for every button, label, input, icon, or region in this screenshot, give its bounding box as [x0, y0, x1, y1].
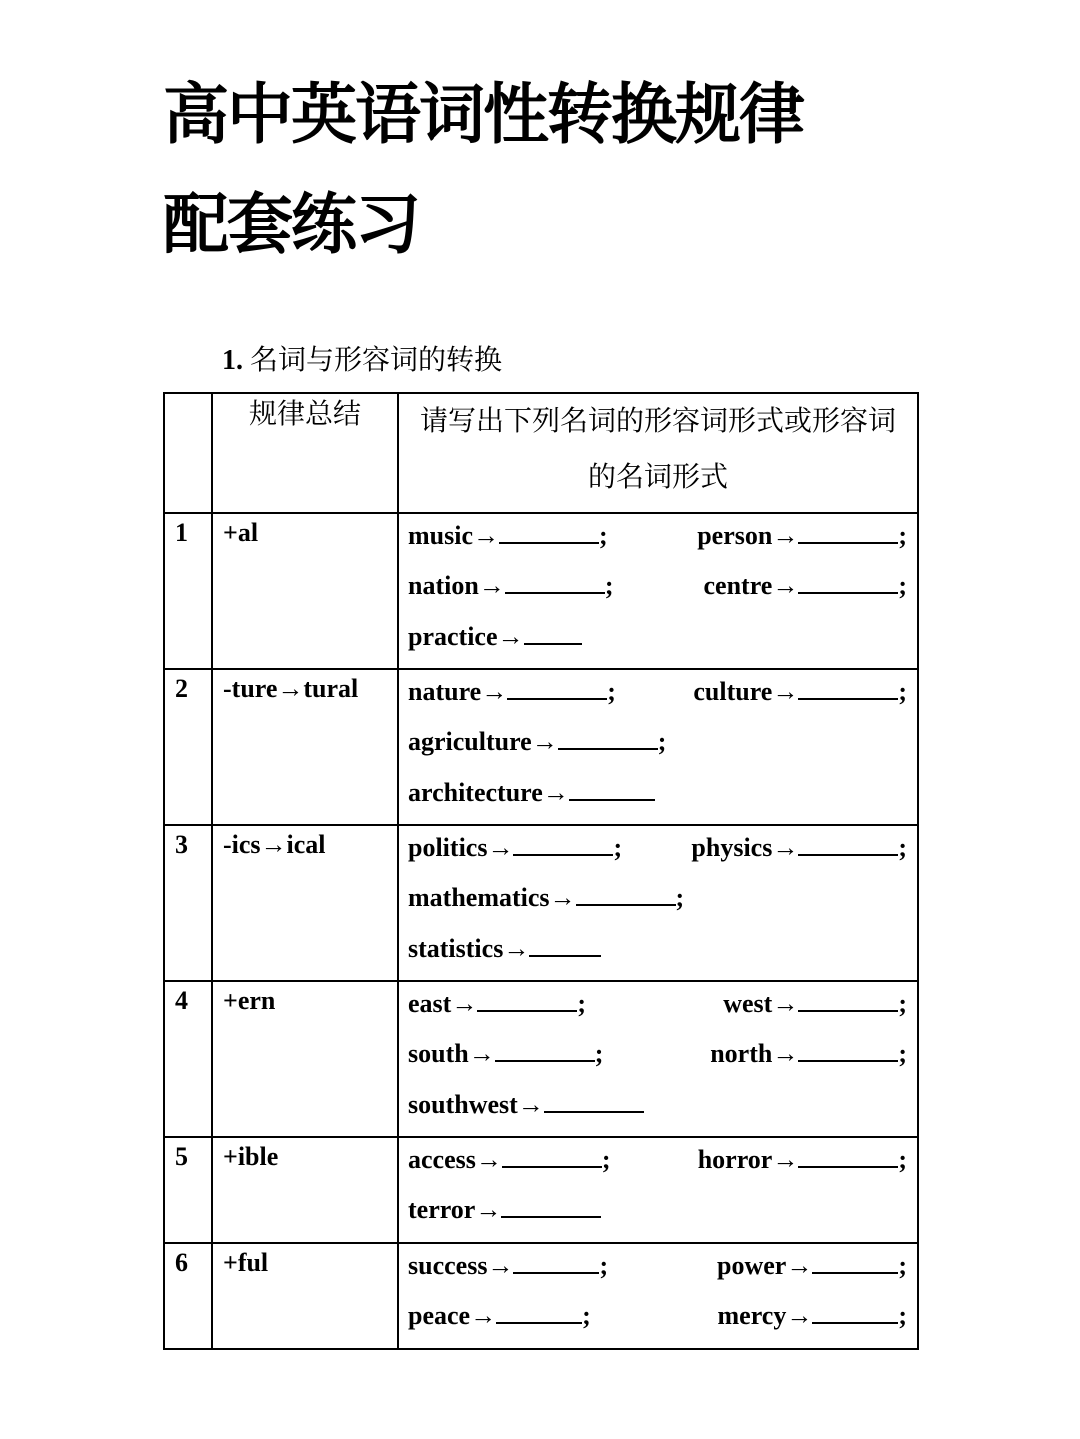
answer-blank[interactable] — [544, 1083, 644, 1113]
header-instructions: 请写出下列名词的形容词形式或形容词的名词形式 — [398, 393, 918, 513]
answer-blank[interactable] — [798, 564, 898, 594]
exercise-item: power→ ; — [717, 1244, 907, 1294]
word-prompt: music→ — [408, 521, 499, 550]
exercise-item — [408, 1083, 644, 1133]
word-prompt: access→ — [408, 1145, 502, 1174]
word-prompt: success→ — [408, 1251, 514, 1280]
table-row — [164, 825, 918, 981]
word-prompt: culture→ — [693, 677, 799, 706]
header-rule-summary: 规律总结 — [212, 393, 398, 513]
exercise-line — [408, 514, 907, 564]
word-prompt: nature→ — [408, 677, 508, 706]
exercise-cell — [398, 1137, 918, 1243]
exercise-item: politics→ ; — [408, 826, 622, 876]
word-prompt: person→ — [697, 521, 799, 550]
section-heading — [222, 347, 502, 375]
word-prompt: politics→ — [408, 833, 514, 862]
exercise-line — [408, 615, 907, 665]
answer-blank[interactable] — [798, 1032, 898, 1062]
exercise-line — [408, 1138, 907, 1188]
row-number: 2 — [164, 669, 212, 825]
word-prompt: mercy→ — [717, 1301, 813, 1331]
exercise-item: east→ ; — [408, 982, 586, 1032]
exercise-item: north→ ; — [710, 1032, 907, 1082]
word-prompt: terror→ — [408, 1195, 502, 1225]
answer-blank[interactable] — [513, 1244, 599, 1274]
exercise-item: physics→ ; — [691, 826, 907, 876]
exercise-cell — [398, 825, 918, 981]
exercise-item: access→ ; — [408, 1138, 611, 1188]
word-prompt: nation→ — [408, 571, 505, 601]
answer-blank[interactable] — [576, 876, 676, 906]
exercise-line — [408, 670, 907, 720]
exercise-item: person→ ; — [697, 514, 907, 564]
rule-text: +al — [223, 518, 259, 547]
rule-cell — [212, 825, 398, 981]
table-row — [164, 513, 918, 669]
answer-blank[interactable] — [502, 1138, 602, 1168]
exercise-item: nature→ ; — [408, 670, 616, 720]
header-number-cell — [164, 393, 212, 513]
exercise-item — [408, 1188, 601, 1238]
rule-cell — [212, 1243, 398, 1349]
exercise-item: success→ ; — [408, 1244, 608, 1294]
answer-blank[interactable] — [529, 927, 601, 957]
exercise-line — [408, 876, 907, 926]
exercise-item: agriculture→ ; — [408, 720, 666, 770]
exercise-line — [408, 982, 907, 1032]
answer-blank[interactable] — [798, 514, 898, 544]
row-number: 4 — [164, 981, 212, 1137]
answer-blank[interactable] — [505, 564, 605, 594]
word-prompt: peace→ — [408, 1301, 497, 1331]
exercise-item — [408, 927, 601, 977]
exercise-item: mathematics→ ; — [408, 876, 684, 926]
word-prompt: mathematics→ — [408, 883, 576, 913]
table-row — [164, 669, 918, 825]
answer-blank[interactable] — [798, 826, 898, 856]
exercise-line — [408, 927, 907, 977]
exercise-line — [408, 1083, 907, 1133]
exercise-cell — [398, 513, 918, 669]
answer-blank[interactable] — [558, 720, 658, 750]
exercise-item: music→ ; — [408, 514, 608, 564]
word-prompt: north→ — [710, 1039, 799, 1069]
word-prompt: architecture→ — [408, 777, 569, 807]
table-row — [164, 1243, 918, 1349]
table-header-row — [164, 393, 918, 513]
answer-blank[interactable] — [501, 1188, 601, 1218]
answer-blank[interactable] — [569, 771, 655, 801]
exercise-cell — [398, 669, 918, 825]
word-prompt: centre→ — [703, 571, 799, 601]
rule-text: +ful — [223, 1248, 269, 1277]
word-prompt: power→ — [717, 1251, 813, 1280]
table-row — [164, 1137, 918, 1243]
answer-blank[interactable] — [524, 615, 582, 645]
rule-text: -ture→tural — [223, 674, 359, 703]
word-prompt: west→ — [723, 989, 799, 1018]
exercise-line — [408, 1244, 907, 1294]
table-row — [164, 981, 918, 1137]
rule-cell — [212, 513, 398, 669]
exercise-item: south→ ; — [408, 1032, 603, 1082]
rule-cell — [212, 1137, 398, 1243]
answer-blank[interactable] — [499, 514, 599, 544]
page-title-line-1: 高中英语词性转换规律 — [163, 76, 803, 153]
exercise-item: west→ ; — [723, 982, 907, 1032]
answer-blank[interactable] — [798, 982, 898, 1012]
word-prompt: east→ — [408, 989, 478, 1018]
row-number: 5 — [164, 1137, 212, 1243]
word-prompt: agriculture→ — [408, 727, 558, 757]
exercise-line — [408, 564, 907, 614]
word-prompt: practice→ — [408, 621, 524, 651]
rule-cell — [212, 981, 398, 1137]
answer-blank[interactable] — [477, 982, 577, 1012]
exercise-item: peace→ ; — [408, 1294, 591, 1344]
answer-blank[interactable] — [507, 670, 607, 700]
word-prompt: horror→ — [697, 1145, 799, 1174]
row-number: 3 — [164, 825, 212, 981]
exercise-item: mercy→ ; — [718, 1294, 907, 1344]
word-prompt: south→ — [408, 1039, 495, 1069]
answer-blank[interactable] — [798, 1138, 898, 1168]
exercise-line — [408, 1294, 907, 1344]
exercise-line — [408, 771, 907, 821]
exercise-item: centre→ ; — [704, 564, 907, 614]
row-number: 6 — [164, 1243, 212, 1349]
answer-blank[interactable] — [798, 670, 898, 700]
exercise-line — [408, 1188, 907, 1238]
exercise-item — [408, 771, 655, 821]
exercise-line — [408, 826, 907, 876]
exercise-line — [408, 1032, 907, 1082]
answer-blank[interactable] — [812, 1244, 898, 1274]
exercise-item: nation→ ; — [408, 564, 613, 614]
exercise-item — [408, 615, 582, 665]
exercise-item: horror→ ; — [698, 1138, 907, 1188]
rule-text: +ible — [223, 1142, 279, 1171]
row-number: 1 — [164, 513, 212, 669]
word-prompt: physics→ — [691, 833, 799, 862]
rule-text: -ics→ical — [223, 830, 326, 859]
answer-blank[interactable] — [496, 1294, 582, 1324]
exercise-cell — [398, 1243, 918, 1349]
answer-blank[interactable] — [812, 1294, 898, 1324]
exercise-cell — [398, 981, 918, 1137]
conversion-table — [163, 392, 919, 1350]
answer-blank[interactable] — [513, 826, 613, 856]
rule-text: +ern — [223, 986, 276, 1015]
exercise-item: culture→ ; — [693, 670, 907, 720]
answer-blank[interactable] — [495, 1032, 595, 1062]
word-prompt: statistics→ — [408, 933, 530, 963]
rule-cell — [212, 669, 398, 825]
exercise-line — [408, 720, 907, 770]
page-title-line-2: 配套练习 — [163, 186, 419, 263]
section-title: 名词与形容词的转换 — [250, 345, 503, 376]
word-prompt: southwest→ — [408, 1089, 544, 1119]
section-number: 1. — [222, 345, 243, 376]
